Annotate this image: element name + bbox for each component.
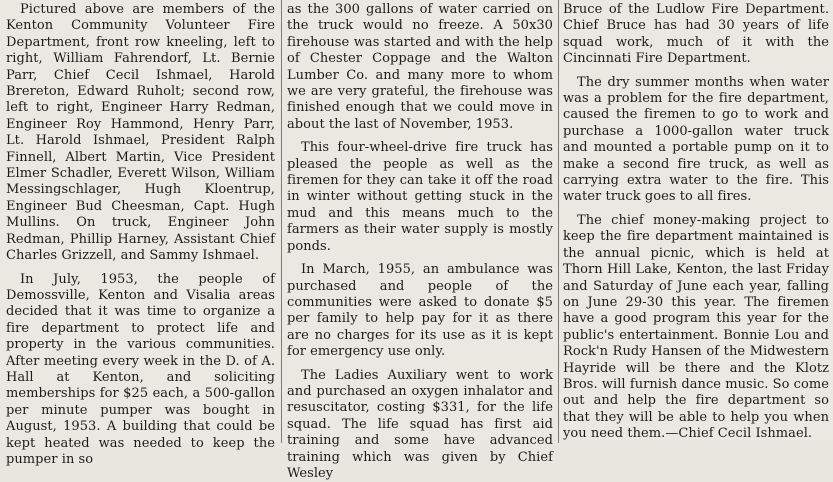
column-divider xyxy=(281,0,282,443)
article-column-1 xyxy=(6,2,275,467)
paragraph: The dry summer months when water was a problem for the fire department, caused the firemen to go to work and purchase a 1000-gallon water truck and mounted a portable pump on it to make a second fire truck, as well as carrying extra water to the fire. This water truck goes to all fires. xyxy=(563,74,829,205)
paragraph: In July, 1953, the people of Demossville, Kenton and Visalia areas decided that it was time to organize a fire department to protect life and property in the various communities. After meeting every week in the D. of A. Hall at Kenton, and soliciting memberships for $25 each, a 500-gallon per minute pumper was bought in August, 1953. A building that could be kept heated was needed to keep the pumper in so xyxy=(6,271,275,467)
paragraph: The chief money-making project to keep the fire department maintained is the annual picnic, which is held at Thorn Hill Lake, Kenton, the last Friday and Saturday of June each year, falling on June 29-30 this year. The firemen have a good program this year for the public's entertainment. Bonnie Lou and Rock'n Rudy Hansen of the Midwestern Hayride will be there and the Klotz Bros. will furnish dance music. So come out and help the fire department so that they will be able to help you when you need them.—Chief Cecil Ishmael. xyxy=(563,212,829,442)
paragraph-photo-caption: Pictured above are members of the Kenton Community Volunteer Fire Department, front row kneeling, left to right, William Fahrendorf, Lt. Bernie Parr, Chief Cecil Ishmael, Harold Brereton, Edward Ruholt; second row, left to right, Engineer Harry Redman, Engineer Roy Hammond, Henry Parr, Lt. Harold Ishmael, President Ralph Finnell, Albert Martin, Vice President Elmer Schadler, Everett Wilson, William Messingschlager, Hugh Kloentrup, Engineer Bud Cheesman, Capt. Hugh Mullins. On truck, Engineer John Redman, Phillip Harney, Assistant Chief Charles Grizzell, and Sammy Ishmael. xyxy=(6,2,275,264)
paragraph: This four-wheel-drive fire truck has pleased the people as well as the firemen for they can take it off the road in winter without getting stuck in the mud and this means much to the farmers as their water supply is mostly ponds. xyxy=(287,140,553,254)
paragraph: as the 300 gallons of water carried on the truck would no freeze. A 50x30 firehouse was started and with the help of Chester Coppage and the Walton Lumber Co. and many more to whom we are very grateful, the firehouse was finished enough that we could move in about the last of November, 1953. xyxy=(287,2,553,132)
paragraph: The Ladies Auxiliary went to work and purchased an oxygen inhalator and resuscitator, costing $331, for the life squad. The life squad has first aid training and some have advanced training which was given by Chief Wesley xyxy=(287,367,553,481)
article-column-3 xyxy=(563,2,829,443)
article-column-2 xyxy=(287,2,553,481)
paragraph: In March, 1955, an ambulance was purchased and people of the communities were asked to donate $5 per family to help pay for it as there are no charges for its use as it is kept for emergency use only. xyxy=(287,262,553,360)
column-divider xyxy=(558,0,559,443)
paragraph: Bruce of the Ludlow Fire Department. Chief Bruce has had 30 years of life squad work, much of it with the Cincinnati Fire Department. xyxy=(563,2,829,67)
